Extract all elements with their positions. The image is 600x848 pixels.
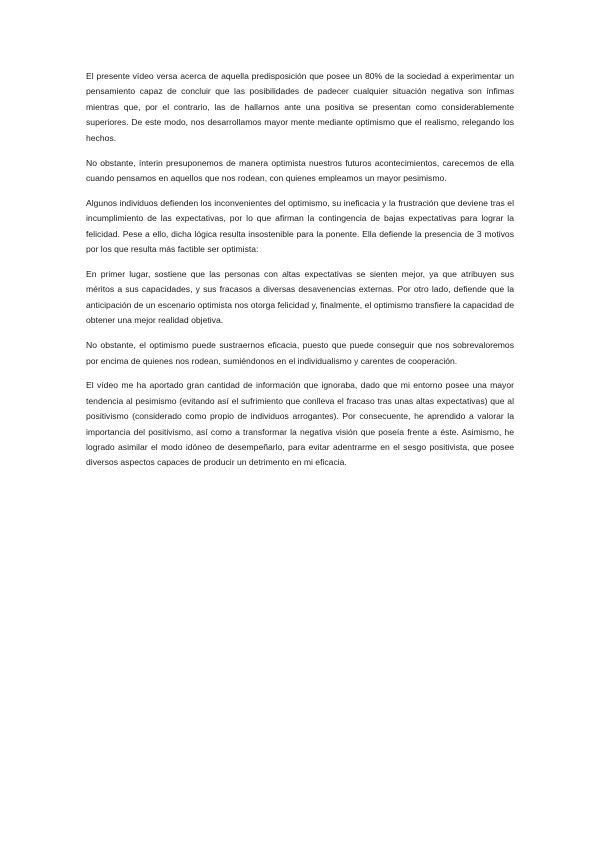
- paragraph-4: En primer lugar, sostiene que las personas con altas expectativas se sienten mejor, ya que atribuyen sus méritos a sus capacidades, y sus fracasos a diversas desavenencias externas. Por otro lado, defiende que la anticipación de un escenario optimista nos otorga felicidad y, finalmente, el optimismo transfiere la capacidad de obtener una mejor realidad objetiva.: [86, 268, 514, 326]
- paragraph-1: El presente vídeo versa acerca de aquella predisposición que posee un 80% de la sociedad a experimentar un pensamiento capaz de concluir que las posibilidades de padecer cualquier situación negativa son ínfimas mientras que, por el contrario, las de hallarnos ante una positiva se presentan como considerablemente superiores. De este modo, nos desarrollamos mayor mente mediante optimismo que el realismo, relegando los hechos.: [86, 71, 514, 143]
- paragraph-3: Algunos individuos defienden los inconvenientes del optimismo, su ineficacia y la frustración que deviene tras el incumplimiento de las expectativas, por lo que afirman la contingencia de bajas expectativas para lograr la felicidad. Pese a ello, dicha lógica resulta insostenible para la ponente. Ella defiende la presencia de 3 motivos por los que resulta más factible ser optimista:: [86, 197, 514, 255]
- paragraph-6: El vídeo me ha aportado gran cantidad de información que ignoraba, dado que mi entorno posee una mayor tendencia al pesimismo (evitando así el sufrimiento que conlleva el fracaso tras unas altas expectativas) que al positivismo (considerado como propio de individuos arrogantes). Por consecuente, he aprendido a valorar la importancia del positivismo, así como a transformar la negativa visión que poseía frente a éste. Asimismo, he logrado asimilar el modo idóneo de desempeñarlo, para evitar adentrarme en el sesgo positivista, que posee diversos aspectos capaces de producir un detrimento en mi eficacia.: [86, 380, 514, 468]
- paragraph-2: No obstante, ínterin presuponemos de manera optimista nuestros futuros acontecimientos, carecemos de ella cuando pensamos en aquellos que nos rodean, con quienes empleamos un mayor pesimismo.: [86, 157, 514, 183]
- paragraph-5: No obstante, el optimismo puede sustraernos eficacia, puesto que puede conseguir que nos sobrevaloremos por encima de quienes nos rodean, sumiéndonos en el individualismo y carentes de cooperación.: [86, 340, 514, 366]
- document-body: [86, 69, 514, 480]
